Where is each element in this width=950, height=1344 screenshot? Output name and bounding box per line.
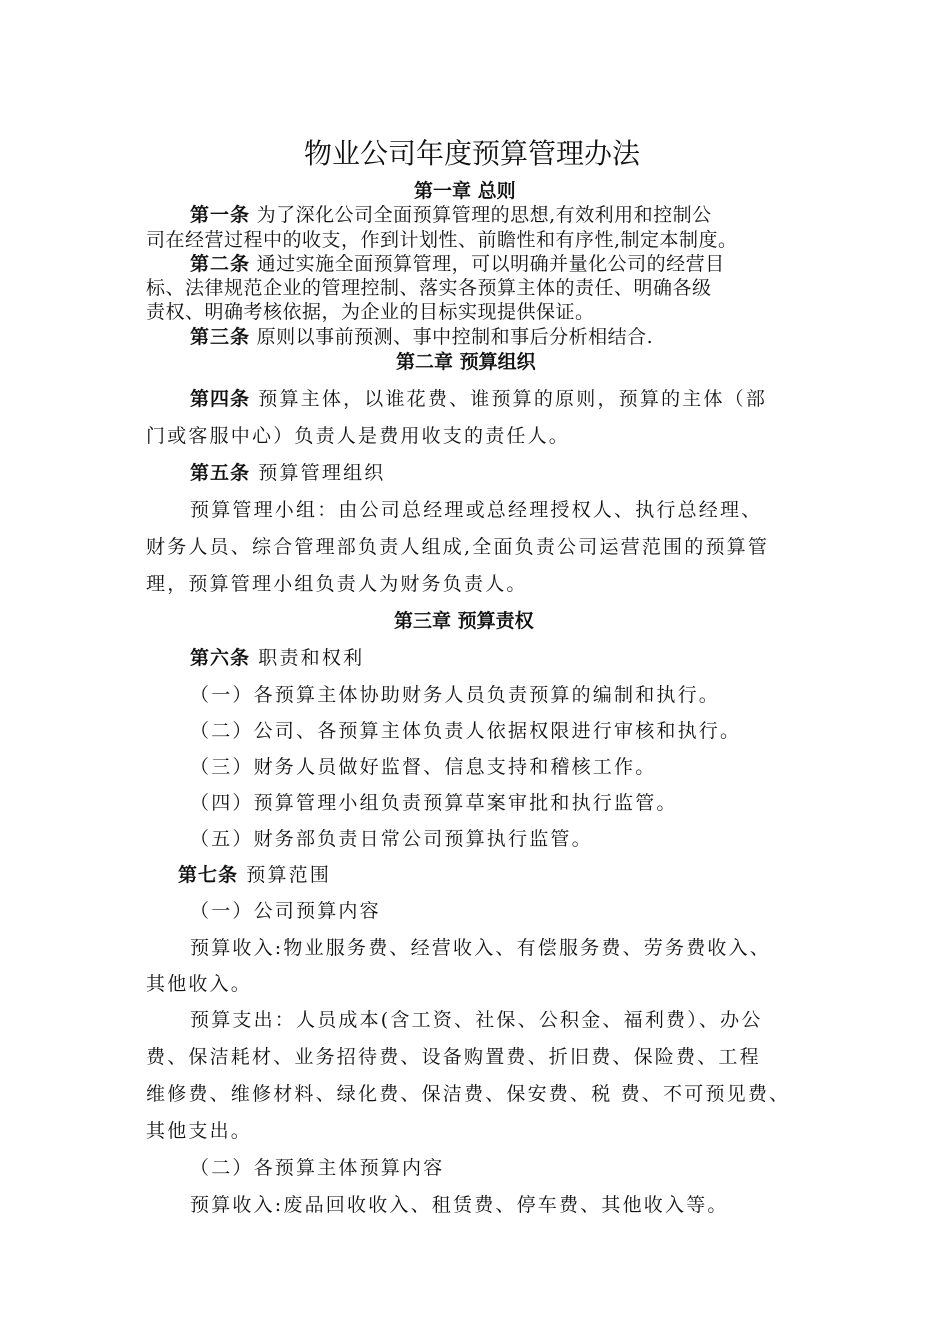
article-2-line-1: [190, 249, 725, 276]
chapter-1-heading: 第一章 总则: [414, 180, 516, 202]
article-6-line-1: [190, 643, 364, 670]
document-title: 物业公司年度预算管理办法: [304, 137, 641, 170]
company-expense-text-1: 预算支出：人员成本(含工资、社保、公积金、福利费）、办公: [190, 1009, 763, 1031]
article-5-text-1: 预算管理组织: [258, 462, 386, 484]
article-2-label: 第二条: [190, 253, 251, 275]
article-4-label: 第四条: [190, 388, 251, 410]
article-7-label: 第七条: [178, 864, 239, 886]
article-3-label: 第三条: [190, 326, 251, 348]
duty-item-5: （五）财务部负责日常公司预算执行监管。: [190, 828, 593, 850]
duty-item-3: （三）财务人员做好监督、信息支持和稽核工作。: [190, 756, 657, 778]
article-2-text-1: 通过实施全面预算管理，可以明确并量化公司的经营目: [256, 253, 725, 275]
company-expense-text-3: 维修费、维修材料、绿化费、保洁费、保安费、税 费、不可预见费、: [146, 1083, 791, 1105]
chapter-3-heading: 第三章 预算责权: [394, 610, 534, 632]
article-4-text-1: 预算主体，以谁花费、谁预算的原则，预算的主体（部: [258, 388, 768, 410]
article-1-text-1: 为了深化公司全面预算管理的思想,有效利用和控制公: [256, 204, 712, 226]
article-6-label: 第六条: [190, 647, 251, 669]
duty-item-2: （二）公司、各预算主体负责人依据权限进行审核和执行。: [190, 720, 742, 742]
article-7-line-1: [178, 860, 331, 887]
article-1-label: 第一条: [190, 204, 251, 226]
unit-income-text-1: 预算收入:废品回收收入、租赁费、停车费、其他收入等。: [190, 1194, 729, 1216]
company-expense-text-4: 其他支出。: [146, 1120, 253, 1142]
duty-item-4: （四）预算管理小组负责预算草案审批和执行监管。: [190, 792, 678, 814]
article-4-line-1: [190, 384, 767, 411]
article-2-text-3: 责权、明确考核依据，为企业的目标实现提供保证。: [146, 301, 595, 323]
scope-item-1: （一）公司预算内容: [190, 900, 381, 922]
article-4-text-2: 门或客服中心）负责人是费用收支的责任人。: [146, 425, 571, 447]
article-1-line-1: [190, 200, 712, 227]
article-6-text-1: 职责和权利: [258, 647, 365, 669]
article-3-text-1: 原则以事前预测、事中控制和事后分析相结合.: [256, 326, 654, 348]
article-3-line-1: [190, 322, 653, 349]
budget-team-text-3: 理，预算管理小组负责人为财务负责人。: [146, 573, 528, 595]
chapter-2-heading: 第二章 预算组织: [396, 351, 536, 373]
article-5-line-1: [190, 458, 385, 485]
article-2-text-2: 标、法律规范企业的管理控制、落实各预算主体的责任、明确各级: [146, 277, 712, 299]
company-expense-text-2: 费、保洁耗材、业务招待费、设备购置费、折旧费、保险费、工程: [146, 1046, 761, 1068]
article-7-text-1: 预算范围: [246, 864, 332, 886]
scope-item-2: （二）各预算主体预算内容: [190, 1157, 445, 1179]
budget-team-text-2: 财务人员、综合管理部负责人组成,全面负责公司运营范围的预算管: [146, 536, 770, 558]
company-income-text-2: 其他收入。: [146, 973, 253, 995]
article-5-label: 第五条: [190, 462, 251, 484]
article-1-text-2: 司在经营过程中的收支，作到计划性、前瞻性和有序性,制定本制度。: [146, 229, 738, 251]
company-income-text-1: 预算收入:物业服务费、经营收入、有偿服务费、劳务费收入、: [190, 937, 772, 959]
duty-item-1: （一）各预算主体协助财务人员负责预算的编制和执行。: [190, 684, 721, 706]
budget-team-text-1: 预算管理小组：由公司总经理或总经理授权人、执行总经理、: [190, 499, 763, 521]
